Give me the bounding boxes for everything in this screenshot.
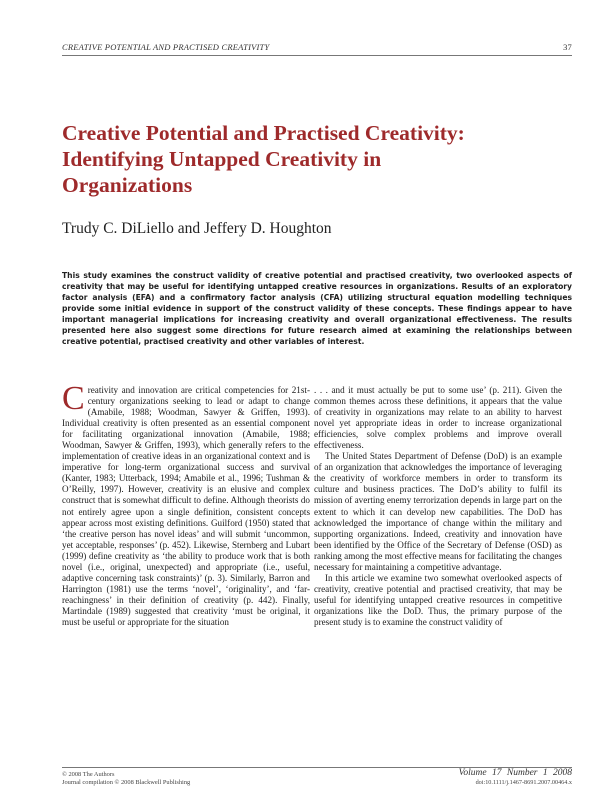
- body-paragraph-2: The United States Department of Defense (DoD) is an example of an organization that acknowledges the importance of leveraging the creativity of workforce members in order to transform its culture and business practices. The DoD’s ability to fulfil its mission of averting enemy terrorization depends in large part on the extent to which it can develop new capabilities. The DoD has acknowledged the importance of change within the military and supporting organizations. Indeed, creativity and innovation have been identified by the Office of the Secretary of Defense (OSD) as ranking among the most effective means for facilitating the changes necessary for maintaining a competitive advantage.: [314, 451, 562, 572]
- header-rule: [62, 55, 572, 56]
- body-column-left: [62, 380, 310, 628]
- journal-compilation-line: Journal compilation © 2008 Blackwell Publishing: [62, 779, 191, 786]
- running-head-title: CREATIVE POTENTIAL AND PRACTISED CREATIVITY: [62, 42, 270, 52]
- body-column-right: [314, 385, 562, 628]
- drop-cap: C: [62, 380, 85, 417]
- intro-paragraph-text: reativity and innovation are critical competencies for 21st-century organizations seeking to lead or adapt to change (Amabile, 1988; Woodman, Sawyer & Griffen, 1993). Individual creativity is often presented as an essential component for facilitating organizational innovation (Amabile, 1988; Woodman, Sawyer & Griffen, 1993), which generally refers to the implementation of creative ideas in an organizational context and is imperative for long-term organizational success and survival (Kanter, 1983; Utterback, 1994; Amabile et al., 1996; Tushman & O’Reilly, 1997). However, creativity is an elusive and complex construct that is somewhat difficult to define. Although theorists do not entirely agree upon a single definition, consistent concepts appear across most existing definitions. Guilford (1950) stated that ‘the creative person has novel ideas’ and will submit ‘uncommon, yet acceptable, responses’ (p. 452). Likewise, Sternberg and Lubart (1999) define creativity as ‘the ability to produce work that is both novel (i.e., original, unexpected) and appropriate (i.e., useful, adaptive concerning task constraints)’ (p. 3). Similarly, Barron and Harrington (1981) use the terms ‘novel’, ‘originality’, and ‘far-reachingness’ in their definition of creativity (p. 442). Finally, Martindale (1989) suggested that creativity ‘must be original, it must be useful or appropriate for the situation: [62, 385, 310, 627]
- article-authors: Trudy C. DiLiello and Jeffery D. Houghton: [62, 220, 332, 237]
- running-head: [62, 42, 572, 52]
- article-abstract: This study examines the construct validity of creative potential and practised creativity, two overlooked aspects of creativity that may be useful for identifying untapped creative resources in organizations. Results of an exploratory factor analysis (EFA) and a confirmatory factor analysis (CFA) utilizing structural equation modelling techniques provide some initial evidence in support of the construct validity of these concepts. These findings appear to have important managerial implications for increasing creativity and overall organizational effectiveness. The results presented here also suggest some directions for future research aimed at examining the relationships between creative potential, practised creativity and other variables of interest.: [62, 271, 572, 347]
- footer-issue-info: [459, 768, 572, 787]
- article-title: Creative Potential and Practised Creativity: Identifying Untapped Creativity in Organizations: [62, 121, 465, 197]
- page-number: 37: [563, 42, 572, 52]
- footer-copyright: [62, 771, 190, 787]
- body-paragraph-1: . . . and it must actually be put to some use’ (p. 211). Given the common themes across these definitions, it appears that the value of creativity in organizations may relate to an ability to harvest novel yet appropriate ideas in order to increase organizational efficiencies, solve complex problems and improve overall effectiveness.: [314, 385, 562, 451]
- copyright-line: © 2008 The Authors: [62, 771, 115, 778]
- intro-paragraph: [62, 380, 310, 628]
- doi: doi:10.1111/j.1467-8691.2007.00464.x: [475, 779, 572, 786]
- body-paragraph-3: In this article we examine two somewhat overlooked aspects of creativity, creative potential and practised creativity, that may be useful for identifying untapped creative resources in competitive organizations like the DoD. Thus, the primary purpose of the present study is to examine the construct validity of: [314, 572, 562, 627]
- volume-issue: Volume 17 Number 1 2008: [458, 768, 572, 778]
